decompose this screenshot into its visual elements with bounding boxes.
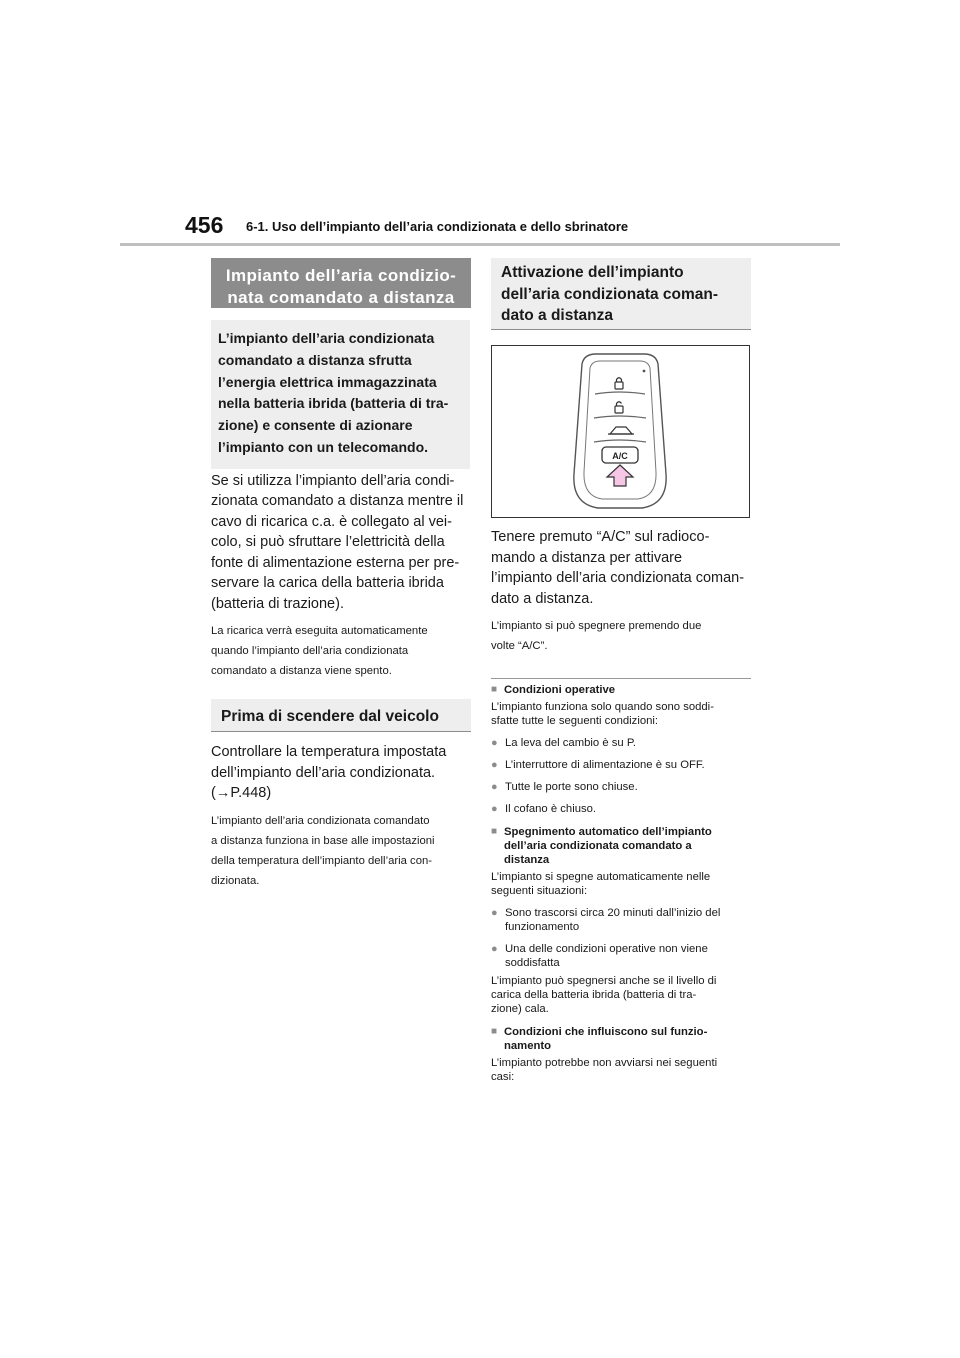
text-line: Controllare la temperatura impostata <box>211 744 447 761</box>
section-banner-activation <box>491 258 751 330</box>
text-line: zionata comandato a distanza mentre il <box>211 493 464 510</box>
heading-text: Condizioni operative <box>504 684 616 696</box>
header-rule <box>120 243 840 246</box>
text-line: quando l’impianto dell’aria condizionata <box>211 645 409 658</box>
text-line: namento <box>504 1040 552 1052</box>
text-line: seguenti situazioni: <box>491 885 588 897</box>
page-reference-link[interactable]: (→P.448) <box>211 785 272 802</box>
text-line: Sono trascorsi circa 20 minuti dall’inizio del <box>505 907 721 919</box>
paragraph-check-temperature <box>211 742 471 804</box>
text-line: volte “A/C”. <box>491 640 548 652</box>
text-line: L’impianto funziona solo quando sono soddi- <box>491 701 714 713</box>
text-line: dell’impianto dell’aria condizionata. <box>211 764 436 781</box>
page-number: 456 <box>185 212 224 238</box>
list-item-text: La leva del cambio è su P. <box>505 737 637 749</box>
text-line: mando a distanza per attivare <box>491 549 683 566</box>
text-line: dell’aria condizionata comandato a <box>504 840 692 852</box>
circle-bullet-icon: ● <box>491 737 498 749</box>
conditions-intro <box>491 700 751 728</box>
section-divider <box>491 678 751 679</box>
text-line: cavo di ricarica c.a. è collegato al vei- <box>211 513 452 530</box>
text-line: L’impianto dell’aria condizionata comandato <box>211 814 430 827</box>
list-item-text: Il cofano è chiuso. <box>505 803 597 815</box>
text-line: funzionamento <box>505 921 580 933</box>
intro-line: zione) e consente di azionare <box>218 417 413 434</box>
banner-line: Impianto dell’aria condizio- <box>225 266 457 285</box>
influence-text <box>491 1056 751 1084</box>
heading-automatic-shutoff <box>491 825 751 867</box>
text-line: (batteria di trazione). <box>211 595 344 612</box>
circle-bullet-icon: ● <box>491 781 498 793</box>
text-line: L’impianto si può spegnere premendo due <box>491 620 702 632</box>
square-bullet-icon: ■ <box>491 1026 498 1037</box>
list-item <box>491 906 751 934</box>
text-line: comandato a distanza viene spento. <box>211 665 392 678</box>
circle-bullet-icon: ● <box>491 759 498 771</box>
text-line: zione) cala. <box>491 1003 549 1015</box>
text-line: fonte di alimentazione esterna per pre- <box>211 554 460 571</box>
banner-line: dell’aria condizionata coman- <box>501 285 719 303</box>
list-item-text <box>505 942 708 970</box>
text-line: servare la carica della batteria ibrida <box>211 575 444 592</box>
heading-text <box>504 1025 707 1053</box>
text-line: La ricarica verrà eseguita automaticamente <box>211 625 428 638</box>
auto-off-note <box>491 974 751 1016</box>
text-line: Tenere premuto “A/C” sul radioco- <box>491 529 710 545</box>
section-banner-remote-ac <box>211 258 471 308</box>
led-indicator <box>643 370 646 373</box>
paragraph-ac-charging <box>211 471 471 615</box>
text-line: Condizioni che influiscono sul funzio- <box>504 1026 708 1038</box>
remote-key-illustration <box>492 346 749 517</box>
intro-line: nella batteria ibrida (batteria di tra- <box>218 395 449 412</box>
text-line: l’impianto dell’aria condizionata coman- <box>491 570 745 586</box>
paragraph-press-ac <box>491 527 751 609</box>
circle-bullet-icon: ● <box>491 943 498 955</box>
intro-box <box>211 320 470 469</box>
list-item-text: Tutte le porte sono chiuse. <box>505 781 638 793</box>
note-temperature <box>211 811 471 891</box>
text-line: distanza <box>504 854 550 866</box>
list-item-text <box>505 906 720 934</box>
text-line: Spegnimento automatico dell’impianto <box>504 826 712 838</box>
right-column <box>491 258 751 1084</box>
text-line: Una delle condizioni operative non viene <box>505 943 708 955</box>
list-item <box>491 780 751 794</box>
banner-line: dato a distanza <box>501 307 613 324</box>
intro-line: comandato a distanza sfrutta <box>218 351 412 368</box>
circle-bullet-icon: ● <box>491 803 498 815</box>
list-item <box>491 736 751 750</box>
note-turn-off <box>491 616 751 656</box>
remote-key-figure <box>491 345 750 518</box>
banner-line: nata comandato a distanza <box>227 288 455 307</box>
text-line: casi: <box>491 1071 515 1083</box>
running-header: 6-1. Uso dell’impianto dell’aria condizionata e dello sbrinatore <box>246 219 629 234</box>
text-line: Se si utilizza l’impianto dell’aria condi- <box>211 472 455 489</box>
text-line: a distanza funziona in base alle impostazioni <box>211 834 435 847</box>
heading-influencing-conditions <box>491 1025 751 1053</box>
heading-operating-conditions <box>491 683 751 697</box>
text-line: colo, si può sfruttare l’elettricità della <box>211 534 445 551</box>
auto-off-intro <box>491 870 751 898</box>
ac-button-label: A/C <box>612 451 628 461</box>
banner-line: Attivazione dell’impianto <box>501 264 684 281</box>
intro-line: l’energia elettrica immagazzinata <box>218 373 437 390</box>
text-line: dizionata. <box>211 874 260 887</box>
text-line: della temperatura dell’impianto dell’aria con- <box>211 854 433 867</box>
text-line: L’impianto può spegnersi anche se il livello di <box>491 975 717 987</box>
square-bullet-icon: ■ <box>491 826 498 837</box>
square-bullet-icon: ■ <box>491 684 498 695</box>
text-line: L’impianto potrebbe non avviarsi nei seguenti <box>491 1057 718 1069</box>
list-item <box>491 802 751 816</box>
text-line: soddisfatta <box>505 957 560 969</box>
left-column <box>211 258 471 891</box>
section-banner-before-exiting: Prima di scendere dal veicolo <box>211 699 471 732</box>
list-item <box>491 942 751 970</box>
text-line: carica della batteria ibrida (batteria di tra- <box>491 989 697 1001</box>
intro-line: l’impianto con un telecomando. <box>218 438 429 455</box>
list-item-text: L’interruttore di alimentazione è su OFF. <box>505 759 705 771</box>
note-charging <box>211 621 471 681</box>
intro-line: L’impianto dell’aria condizionata <box>218 330 435 346</box>
circle-bullet-icon: ● <box>491 907 498 919</box>
text-line: sfatte tutte le seguenti condizioni: <box>491 715 659 727</box>
text-line: L’impianto si spegne automaticamente nelle <box>491 871 711 883</box>
heading-text <box>504 825 712 867</box>
list-item <box>491 758 751 772</box>
text-line: dato a distanza. <box>491 590 594 607</box>
